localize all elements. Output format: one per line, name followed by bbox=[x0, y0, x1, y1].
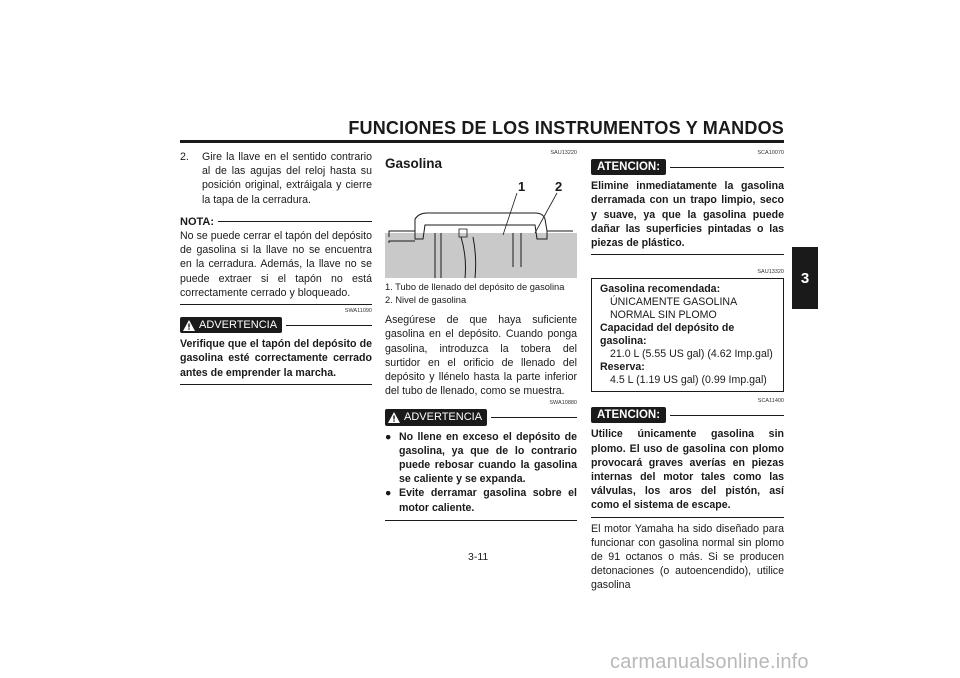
caution-label-1: ATENCION: bbox=[591, 159, 666, 175]
caution-end-rule-2 bbox=[591, 517, 784, 518]
fuel-tank-illustration bbox=[385, 177, 577, 278]
nota-text: No se puede cerrar el tapón del depósito de gasolina si la llave no se encuentra en la cerradura. Además, la llave no se puede extraer si el tapón no está correctamente cerrado y bloqueado. bbox=[180, 230, 372, 299]
fuel-spec-box bbox=[591, 278, 784, 392]
header-rule bbox=[180, 140, 784, 143]
step-number: 2. bbox=[180, 151, 189, 163]
caution-end-rule-1 bbox=[591, 254, 784, 255]
spec-recommended-label: Gasolina recomendada: bbox=[600, 283, 721, 296]
caption-2: 2. Nivel de gasolina bbox=[385, 295, 467, 306]
spec-reserve-label: Reserva: bbox=[600, 361, 645, 374]
warning-bullet-2 bbox=[385, 486, 577, 514]
figure-label-2: 2 bbox=[555, 179, 563, 195]
caution-rule-1 bbox=[670, 167, 784, 168]
figure-label-1: 1 bbox=[518, 179, 526, 195]
page-header-title: FUNCIONES DE LOS INSTRUMENTOS Y MANDOS bbox=[348, 118, 784, 138]
page-number: 3-11 bbox=[468, 551, 489, 563]
column-2 bbox=[385, 150, 577, 521]
caution-code-1: SCA10070 bbox=[757, 150, 784, 156]
warning-triangle-icon bbox=[183, 320, 195, 331]
engine-body-text: El motor Yamaha ha sido diseñado para funcionar con gasolina normal sin plomo de 91 octanos o más. Si se producen detonaciones (o autoencendido), utilice gasolina bbox=[591, 522, 784, 592]
watermark: carmanualsonline.info bbox=[610, 651, 809, 673]
spec-reserve-value: 4.5 L (1.19 US gal) (0.99 Imp.gal) bbox=[610, 374, 767, 387]
fuel-body-text: Asegúrese de que haya suficiente gasolina en el depósito. Cuando ponga gasolina, introduzca la tobera del surtidor en el orificio de llenado del depósito y llénelo hasta la parte inferior del tubo de llenado, como se muestra. bbox=[385, 314, 577, 398]
section-code: SAU13220 bbox=[550, 150, 577, 156]
bullet-icon: ● bbox=[385, 430, 392, 443]
step-2 bbox=[180, 150, 372, 207]
caution-text-2: Utilice únicamente gasolina sin plomo. El uso de gasolina con plomo provocará graves averías en piezas internas del motor tales como las válvulas, los aros del pistón, así como el sistema de escape. bbox=[591, 428, 784, 512]
section-title-gasolina: Gasolina bbox=[385, 156, 443, 171]
nota-label: NOTA: bbox=[180, 215, 215, 228]
column-1 bbox=[180, 150, 372, 385]
warning-end-rule bbox=[180, 384, 372, 385]
warning-bullets bbox=[385, 430, 577, 515]
caution-text-1: Elimine inmediatamente la gasolina derramada con un trapo limpio, seco y suave, ya que la gasolina puede dañar las superficies pintadas o las piezas de plástico. bbox=[591, 180, 784, 250]
chapter-tab: 3 bbox=[792, 247, 818, 309]
nota-rule bbox=[218, 221, 372, 222]
caption-1: 1. Tubo de llenado del depósito de gasolina bbox=[385, 282, 565, 293]
nota-end-rule bbox=[180, 304, 372, 305]
warning-triangle-icon bbox=[388, 412, 400, 423]
warning-label-2: ADVERTENCIA bbox=[404, 411, 483, 424]
warning-end-rule-2 bbox=[385, 520, 577, 521]
caution-label-2: ATENCION: bbox=[591, 407, 666, 423]
caution-header-1 bbox=[591, 159, 784, 175]
warning-bullet-1 bbox=[385, 430, 577, 487]
spec-recommended-value: ÚNICAMENTE GASOLINA NORMAL SIN PLOMO bbox=[610, 296, 737, 322]
warning-code-2: SWA10880 bbox=[549, 400, 577, 407]
spec-capacity-value: 21.0 L (5.55 US gal) (4.62 Imp.gal) bbox=[610, 348, 773, 361]
spec-capacity-label: Capacidad del depósito de gasolina: bbox=[600, 322, 735, 348]
warning-label: ADVERTENCIA bbox=[199, 319, 278, 332]
caution-rule-2 bbox=[670, 415, 784, 416]
warning-text: Verifique que el tapón del depósito de gasolina esté correctamente cerrado antes de emprender la marcha. bbox=[180, 338, 372, 379]
warning-header-2 bbox=[385, 409, 577, 425]
figure-captions bbox=[385, 281, 577, 307]
warning-rule bbox=[286, 325, 372, 326]
warning-badge bbox=[180, 317, 282, 333]
bullet-text-1: No llene en exceso el depósito de gasolina, ya que de lo contrario puede rebosar cuando la gasolina se caliente y se expanda. bbox=[399, 430, 577, 486]
warning-code: SWA11090 bbox=[344, 308, 372, 315]
caution-header-2 bbox=[591, 407, 784, 423]
warning-rule-2 bbox=[491, 417, 577, 418]
step-text: Gire la llave en el sentido contrario al de las agujas del reloj hasta su posición original, extráigala y cierre la tapa de la cerradura. bbox=[202, 151, 372, 206]
fuel-tank-figure bbox=[385, 177, 577, 278]
spec-code: SAU13320 bbox=[757, 269, 784, 276]
bullet-icon: ● bbox=[385, 487, 392, 500]
bullet-text-2: Evite derramar gasolina sobre el motor caliente. bbox=[399, 487, 577, 514]
caution-code-2: SCA11400 bbox=[757, 398, 784, 405]
nota-header bbox=[180, 215, 372, 229]
warning-badge-2 bbox=[385, 409, 487, 425]
warning-header bbox=[180, 317, 372, 333]
column-3 bbox=[591, 150, 784, 593]
